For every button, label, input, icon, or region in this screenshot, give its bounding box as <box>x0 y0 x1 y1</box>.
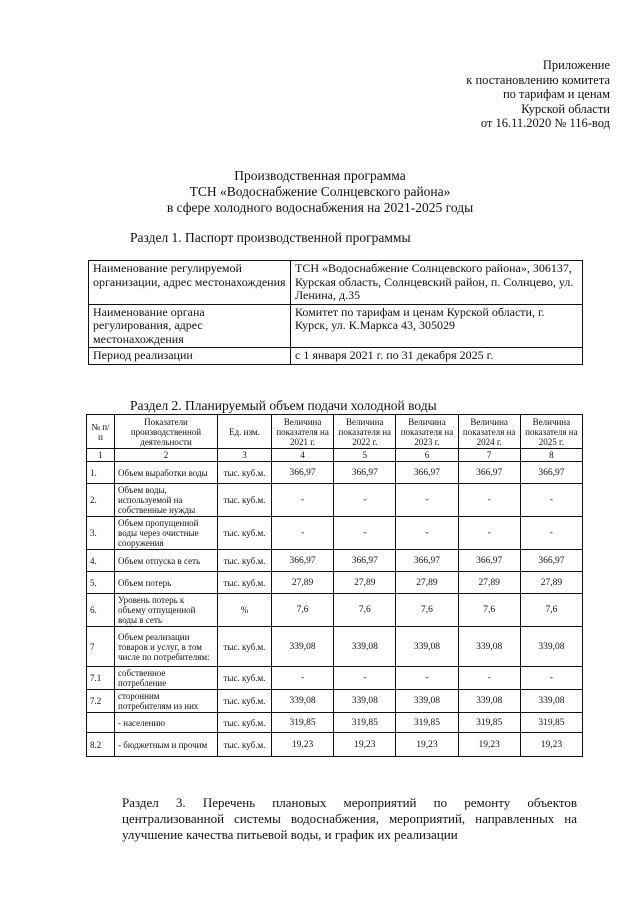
value-cell: - <box>272 667 334 690</box>
value-cell: 319,85 <box>520 713 582 733</box>
value-cell: 319,85 <box>396 713 458 733</box>
value-cell: 366,97 <box>520 462 582 484</box>
row-number: 7.1 <box>87 667 115 690</box>
indicator-name: Объем отпуска в сеть <box>115 550 218 572</box>
table-row <box>87 667 583 690</box>
value-cell: 339,08 <box>520 690 582 713</box>
appendix-line: Приложение <box>542 58 610 72</box>
value-cell: - <box>520 484 582 517</box>
table-row <box>89 304 583 348</box>
volume-table <box>86 414 583 757</box>
value-cell: - <box>272 517 334 550</box>
indicator-name: сторонним потребителям из них <box>115 690 218 713</box>
value-cell: 7,6 <box>272 594 334 627</box>
unit-cell: тыс. куб.м. <box>218 462 272 484</box>
indicator-name: Объем воды, используемой на собственные нужды <box>115 484 218 517</box>
value-cell: - <box>396 517 458 550</box>
column-number: 6 <box>396 449 458 462</box>
value-cell: 366,97 <box>272 550 334 572</box>
header-cell: Величина показателя на 2024 г. <box>458 415 520 449</box>
value-cell: - <box>520 517 582 550</box>
column-number-row <box>87 449 583 462</box>
value-cell: 339,08 <box>272 690 334 713</box>
title-line: Производственная программа <box>234 168 406 183</box>
column-number: 7 <box>458 449 520 462</box>
value-cell: 19,23 <box>334 733 396 757</box>
value-cell: - <box>334 667 396 690</box>
row-number: 7.2 <box>87 690 115 713</box>
value-cell: 339,08 <box>272 627 334 667</box>
header-cell: Величина показателя на 2022 г. <box>334 415 396 449</box>
value-cell: 7,6 <box>334 594 396 627</box>
indicator-name: Уровень потерь к объему отпущенной воды в сеть <box>115 594 218 627</box>
passport-value: с 1 января 2021 г. по 31 декабря 2025 г. <box>291 348 583 365</box>
value-cell: - <box>272 484 334 517</box>
unit-cell: тыс. куб.м. <box>218 484 272 517</box>
value-cell: 19,23 <box>458 733 520 757</box>
passport-key: Наименование регулируемой организации, адрес местонахождения <box>89 261 291 305</box>
value-cell: - <box>458 484 520 517</box>
table-row <box>87 572 583 594</box>
header-cell: № п/п <box>87 415 115 449</box>
column-number: 1 <box>87 449 115 462</box>
value-cell: 366,97 <box>396 550 458 572</box>
value-cell: 7,6 <box>520 594 582 627</box>
document-title <box>60 168 580 216</box>
unit-cell: тыс. куб.м. <box>218 690 272 713</box>
value-cell: - <box>334 517 396 550</box>
value-cell: - <box>396 484 458 517</box>
row-number: 7 <box>87 627 115 667</box>
section1-heading: Раздел 1. Паспорт производственной программы <box>130 230 411 245</box>
value-cell: 366,97 <box>458 550 520 572</box>
value-cell: 339,08 <box>458 627 520 667</box>
header-cell: Величина показателя на 2023 г. <box>396 415 458 449</box>
indicator-name: собственное потребление <box>115 667 218 690</box>
header-cell: Величина показателя на 2025 г. <box>520 415 582 449</box>
unit-cell: тыс. куб.м. <box>218 550 272 572</box>
table-row <box>87 462 583 484</box>
value-cell: 7,6 <box>458 594 520 627</box>
table-header-row <box>87 415 583 449</box>
unit-cell: % <box>218 594 272 627</box>
indicator-name: - бюджетным и прочим <box>115 733 218 757</box>
value-cell: 319,85 <box>334 713 396 733</box>
title-line: в сфере холодного водоснабжения на 2021-2025 годы <box>166 200 474 215</box>
row-number: 3. <box>87 517 115 550</box>
column-number: 2 <box>115 449 218 462</box>
row-number: 8.2 <box>87 733 115 757</box>
appendix-block <box>380 58 610 131</box>
column-number: 8 <box>520 449 582 462</box>
value-cell: 339,08 <box>334 627 396 667</box>
value-cell: 339,08 <box>396 690 458 713</box>
value-cell: 339,08 <box>334 690 396 713</box>
indicator-name: Объем потерь <box>115 572 218 594</box>
value-cell: 19,23 <box>396 733 458 757</box>
value-cell: 19,23 <box>272 733 334 757</box>
row-number: 2. <box>87 484 115 517</box>
appendix-line: к постановлению комитета <box>466 72 610 87</box>
title-line: ТСН «Водоснабжение Солнцевского района» <box>189 184 451 199</box>
value-cell: 27,89 <box>396 572 458 594</box>
appendix-line: от 16.11.2020 № 116-вод <box>480 116 610 130</box>
value-cell: - <box>396 667 458 690</box>
header-cell: Показатели производственной деятельности <box>115 415 218 449</box>
column-number: 3 <box>218 449 272 462</box>
value-cell: 27,89 <box>334 572 396 594</box>
value-cell: 19,23 <box>520 733 582 757</box>
table-row <box>87 690 583 713</box>
value-cell: 366,97 <box>458 462 520 484</box>
indicator-name: Объем выработки воды <box>115 462 218 484</box>
table-row <box>89 261 583 305</box>
section2-heading: Раздел 2. Планируемый объем подачи холодной воды <box>130 398 437 413</box>
unit-cell: тыс. куб.м. <box>218 517 272 550</box>
table-row <box>87 627 583 667</box>
value-cell: - <box>458 517 520 550</box>
unit-cell: тыс. куб.м. <box>218 572 272 594</box>
unit-cell: тыс. куб.м. <box>218 733 272 757</box>
appendix-line: по тарифам и ценам <box>502 87 610 101</box>
passport-key: Период реализации <box>89 348 291 365</box>
value-cell: 366,97 <box>334 462 396 484</box>
indicator-name: Объем пропущенной воды через очистные сооружения <box>115 517 218 550</box>
indicator-name: - населению <box>115 713 218 733</box>
table-row <box>89 348 583 365</box>
value-cell: 366,97 <box>334 550 396 572</box>
unit-cell: тыс. куб.м. <box>218 627 272 667</box>
value-cell: 27,89 <box>458 572 520 594</box>
row-number <box>87 713 115 733</box>
appendix-line: Курской области <box>521 101 610 116</box>
passport-value: ТСН «Водоснабжение Солнцевского района», 306137, Курская область, Солнцевский район, п. Солнцево, ул. Ленина, д.35 <box>291 261 583 305</box>
header-cell: Величина показателя на 2021 г. <box>272 415 334 449</box>
row-number: 1. <box>87 462 115 484</box>
value-cell: 366,97 <box>396 462 458 484</box>
section3-paragraph: Раздел 3. Перечень плановых мероприятий по ремонту объектов централизованной системы водоснабжения, мероприятий, направленных на улучшение качества питьевой воды, и график их реализации <box>122 795 577 842</box>
passport-value: Комитет по тарифам и ценам Курской области, г. Курск, ул. К.Маркса 43, 305029 <box>291 304 583 348</box>
table-row <box>87 517 583 550</box>
table-row <box>87 594 583 627</box>
value-cell: 27,89 <box>520 572 582 594</box>
table-row <box>87 484 583 517</box>
value-cell: 27,89 <box>272 572 334 594</box>
value-cell: 339,08 <box>458 690 520 713</box>
table-row <box>87 550 583 572</box>
unit-cell: тыс. куб.м. <box>218 713 272 733</box>
indicator-name: Объем реализации товаров и услуг, в том числе по потребителям: <box>115 627 218 667</box>
value-cell: 339,08 <box>396 627 458 667</box>
passport-table <box>88 260 583 365</box>
row-number: 5. <box>87 572 115 594</box>
value-cell: 7,6 <box>396 594 458 627</box>
value-cell: 366,97 <box>520 550 582 572</box>
row-number: 6. <box>87 594 115 627</box>
value-cell: 319,85 <box>272 713 334 733</box>
table-row <box>87 713 583 733</box>
value-cell: - <box>520 667 582 690</box>
value-cell: - <box>458 667 520 690</box>
column-number: 4 <box>272 449 334 462</box>
table-row <box>87 733 583 757</box>
header-cell: Ед. изм. <box>218 415 272 449</box>
unit-cell: тыс. куб.м. <box>218 667 272 690</box>
value-cell: 339,08 <box>520 627 582 667</box>
column-number: 5 <box>334 449 396 462</box>
value-cell: 366,97 <box>272 462 334 484</box>
section3-text <box>82 795 577 843</box>
row-number: 4. <box>87 550 115 572</box>
passport-key: Наименование органа регулирования, адрес местонахождения <box>89 304 291 348</box>
value-cell: 319,85 <box>458 713 520 733</box>
value-cell: - <box>334 484 396 517</box>
